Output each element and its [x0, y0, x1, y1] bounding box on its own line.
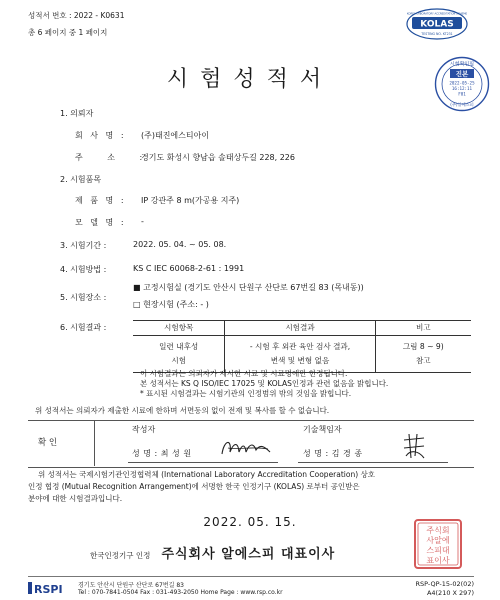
- section-test-method-label: 4. 시험방법 :: [60, 265, 107, 274]
- product-label: 제 품 명 :: [75, 196, 127, 205]
- results-table: [133, 320, 471, 373]
- disclaimer-text: 위 성적서는 의뢰자가 제출한 시료에 한하며 서면동의 없이 전재 및 복사를 할 수 없습니다.: [35, 406, 330, 415]
- page-title: 시험성적서: [166, 67, 334, 92]
- kolas-logo-subtext: KOREA LABORATORY ACCREDITATION SCHEME: [406, 12, 468, 16]
- accreditation-line-2: 인정 협정 (Mutual Recognition Arrangement)에 서명한 한국 인정기구 (KOLAS) 로부터 공인받은: [28, 482, 360, 491]
- seal-code: F01: [458, 91, 466, 97]
- seal-time: 16:12:11: [451, 86, 473, 91]
- form-number: RSP-QP-15-02(02): [415, 580, 474, 588]
- signer-company: 주식회사 알에스피 대표이사: [161, 547, 336, 562]
- note-3: * 표시된 시험결과는 시험기관의 인정범위 밖의 것임을 밝힙니다.: [140, 389, 352, 398]
- note-cell: [375, 336, 471, 373]
- note-1: 이 시험결과는 의뢰자가 제시한 시료 및 시료명에만 한정됩니다.: [140, 369, 348, 378]
- writer-signature: [218, 430, 274, 464]
- seal-ring-top: 시험확인필: [449, 61, 475, 68]
- kolas-logo: [406, 8, 468, 40]
- rspi-logo-text: RSPI: [34, 583, 63, 596]
- note-line2: 참고: [415, 356, 431, 365]
- test-result-cell: [225, 336, 375, 373]
- section-product-heading: 2. 시험품목: [60, 175, 102, 184]
- fixed-lab-option: ■ 고정시험실 (경기도 안산시 단원구 산단로 67번길 83 (목내동)): [133, 283, 364, 292]
- stamp-line-4: 표이사: [426, 556, 450, 565]
- results-table-header: [133, 321, 471, 336]
- table-row: [133, 336, 471, 373]
- section-client-heading: 1. 의뢰자: [60, 109, 94, 118]
- writer-name: 성 명 : 최 성 원: [132, 449, 192, 458]
- accreditation-line-1: 위 성적서는 국제시험기관인정협력체 (International Laboratory Accreditation Cooperation) 상호: [38, 470, 376, 479]
- seal-ring-bottom: (주)알에스피: [450, 102, 474, 107]
- address-label: 주 소 :: [75, 153, 143, 162]
- approver-signature: [400, 430, 428, 462]
- seal-date: 2022-05-25: [449, 80, 475, 86]
- section-test-period-label: 3. 시험기간 :: [60, 241, 107, 250]
- stamp-line-1: 주식회: [426, 526, 450, 535]
- test-result-line2: 변색 및 변형 없음: [270, 356, 330, 365]
- footer-divider: [28, 576, 474, 577]
- stamp-line-2: 사알에: [426, 536, 450, 545]
- section-test-location-label: 5. 시험장소 :: [60, 293, 107, 302]
- test-item-line1: 일련 내후성: [159, 342, 199, 351]
- confirm-label: 확 인: [38, 438, 58, 448]
- writer-title: 작성자: [132, 425, 156, 434]
- page-info: 총 6 페이지 중 1 페이지: [28, 28, 108, 37]
- accreditation-line-3: 분야에 대한 시험결과입니다.: [28, 494, 123, 503]
- signer-prefix: 한국인정기구 인정: [90, 551, 151, 560]
- header-test-item: 시험항목: [133, 321, 225, 336]
- rspi-logo: [28, 580, 70, 596]
- company-stamp: [413, 518, 463, 570]
- signature-divider: [94, 420, 95, 466]
- onsite-test-option: □ 현장시험 (주소: - ): [133, 300, 209, 309]
- kolas-logo-text: KOLAS: [420, 19, 454, 30]
- product-value: IP 강관주 8 m(가공용 지주): [141, 196, 240, 205]
- approver-name: 성 명 : 김 경 종: [303, 449, 363, 458]
- seal-center-text: 진본: [455, 70, 469, 78]
- footer-address: 경기도 안산시 단원구 산단로 67번길 83: [78, 582, 184, 589]
- test-item-line2: 시험: [171, 356, 187, 365]
- test-item-cell: [133, 336, 225, 373]
- model-value: -: [141, 217, 144, 226]
- stamp-line-3: 스피대: [426, 546, 450, 555]
- note-line1: 그림 8 ~ 9): [402, 342, 444, 351]
- model-label: 모 델 명 :: [75, 218, 127, 227]
- approver-title: 기술책임자: [303, 425, 342, 434]
- test-period-value: 2022. 05. 04. ~ 05. 08.: [133, 240, 227, 249]
- test-result-line1: - 시험 후 외관 육안 검사 결과,: [249, 342, 351, 351]
- header-test-result: 시험결과: [225, 321, 375, 336]
- footer-contact: Tel : 070-7841-0504 Fax : 031-493-2050 Home Page : www.rsp.co.kr: [78, 589, 283, 596]
- test-method-value: KS C IEC 60068-2-61 : 1991: [133, 264, 245, 273]
- address-value: 경기도 화성시 향남읍 솔태상두길 228, 226: [141, 153, 295, 162]
- note-2: 본 성적서는 KS Q ISO/IEC 17025 및 KOLAS인정과 관련 없음을 밝힙니다.: [140, 379, 389, 388]
- paper-size: A4(210 X 297): [426, 589, 474, 597]
- certificate-number: 성적서 번호 : 2022 - K0631: [28, 11, 125, 20]
- issue-date: 2022. 05. 15.: [203, 515, 297, 529]
- company-value: (주)태진에스티아이: [141, 131, 210, 140]
- company-label: 회 사 명 :: [75, 131, 127, 140]
- section-test-result-label: 6. 시험결과 :: [60, 323, 107, 332]
- header-note: 비고: [375, 321, 471, 336]
- kolas-logo-number: TESTING NO. KT231: [421, 32, 453, 36]
- verification-seal: [434, 56, 490, 112]
